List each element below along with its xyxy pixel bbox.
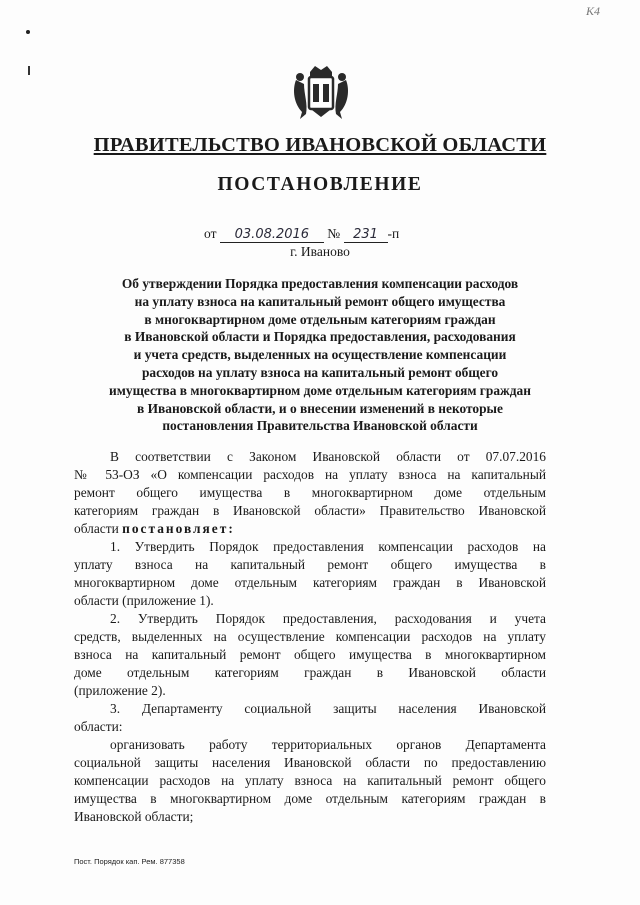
number-suffix: -п xyxy=(387,226,400,241)
body-text-line: 3. Департаменту социальной защиты населения Ивановской xyxy=(110,701,546,716)
body-text-line xyxy=(74,520,546,538)
body-text-line: 2. Утвердить Порядок предоставления, расходования и учета xyxy=(110,611,546,626)
heading-line: постановления Правительства Ивановской области xyxy=(162,418,478,434)
footer-file-note: Пост. Порядок кап. Рем. 877358 xyxy=(74,857,185,866)
corner-handwritten-note: К4 xyxy=(586,4,600,18)
date-prefix: от xyxy=(204,226,217,241)
body-text-line: категориям граждан в Ивановской области» Правительство Ивановской xyxy=(74,503,546,518)
body-text-line: взноса на капитальный ремонт общего имущества в многоквартирном xyxy=(74,647,546,662)
body-text-line: компенсации расходов на уплату взноса на капитальный ремонт общего xyxy=(74,773,546,788)
body-text-line: № 53-ОЗ «О компенсации расходов на уплату взноса на капитальный xyxy=(74,467,546,482)
heading-line: в Ивановской области и Порядка предоставления, расходования xyxy=(124,329,516,345)
handwritten-number: 231 xyxy=(344,227,388,243)
scan-speck xyxy=(26,30,30,34)
body-text-line: социальной защиты населения Ивановской области по предоставлению xyxy=(74,755,546,770)
body-text-line: области (приложение 1). xyxy=(74,593,214,608)
heading-line: в многоквартирном доме отдельным категориям граждан xyxy=(144,311,496,327)
body-text-line: области: xyxy=(74,719,123,734)
heading-line: имущества в многоквартирном доме отдельным категориям граждан xyxy=(109,382,531,398)
body-text-line: уплату взноса на капитальный ремонт общего имущества в xyxy=(74,557,546,572)
city-name: г. Иваново xyxy=(290,244,350,259)
number-sign: № xyxy=(327,226,341,241)
heading-line: в Ивановской области, и о внесении изменений в некоторые xyxy=(137,400,503,416)
heading-line: на уплату взноса на капитальный ремонт общего имущества xyxy=(134,293,506,309)
document-type-title: ПОСТАНОВЛЕНИЕ xyxy=(217,174,423,195)
handwritten-date: 03.08.2016 xyxy=(220,227,324,243)
body-text: области xyxy=(74,521,119,536)
body-text-line: 1. Утвердить Порядок предоставления компенсации расходов на xyxy=(110,539,546,554)
body-text-line: доме отдельным категориям граждан в Ивановской области xyxy=(74,665,546,680)
body-text-line: ремонт общего имущества в многоквартирном доме отдельным xyxy=(74,485,546,500)
body-text-line: В соответствии с Законом Ивановской области от 07.07.2016 xyxy=(110,449,546,464)
heading-line: Об утверждении Порядка предоставления компенсации расходов xyxy=(121,276,519,291)
date-number-line xyxy=(204,226,399,243)
coat-of-arms-emblem xyxy=(290,64,352,122)
body-text-line: имущества в многоквартирном доме отдельным категориям граждан в xyxy=(74,791,546,806)
heading-line: расходов на уплату взноса на капитальный ремонт общего xyxy=(141,364,499,380)
decree-word: постановляет: xyxy=(122,521,235,536)
resolution-heading xyxy=(80,275,560,435)
body-text-line: организовать работу территориальных органов Департамента xyxy=(110,737,546,752)
body-text-line: Ивановской области; xyxy=(74,809,194,824)
government-title: ПРАВИТЕЛЬСТВО ИВАНОВСКОЙ ОБЛАСТИ xyxy=(93,134,547,156)
body-text-line: (приложение 2). xyxy=(74,683,166,698)
scan-mark xyxy=(28,66,30,75)
body-text-line: многоквартирном доме отдельным категориям граждан в Ивановской xyxy=(74,575,546,590)
body-text-line: средств, выделенных на осуществление компенсации расходов на уплату xyxy=(74,629,546,644)
heading-line: и учета средств, выделенных на осуществление компенсации xyxy=(133,347,507,363)
